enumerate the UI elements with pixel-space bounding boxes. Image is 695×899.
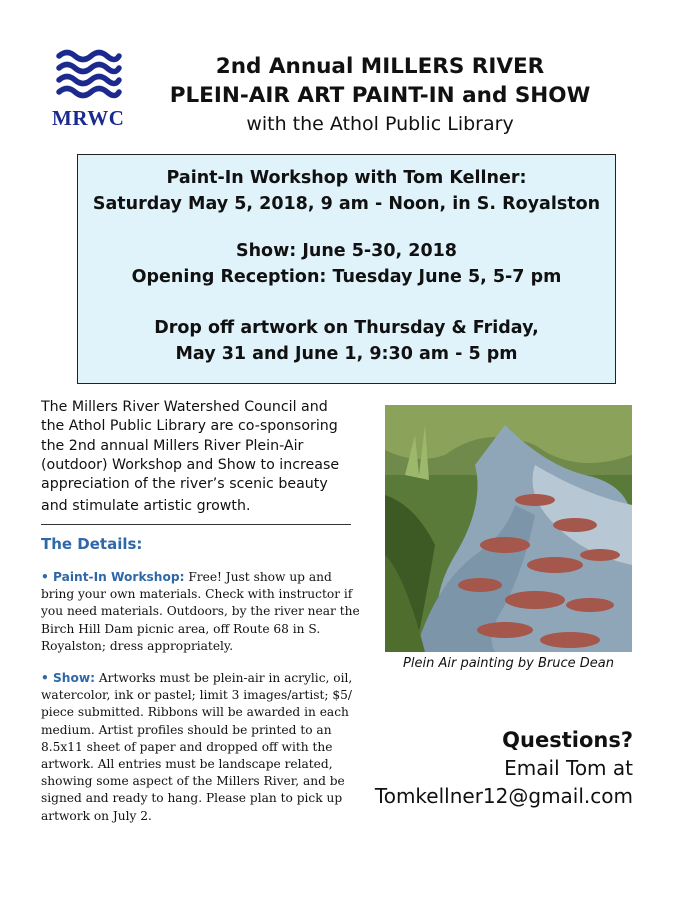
dropoff-line-2: May 31 and June 1, 9:30 am - 5 pm <box>175 344 518 364</box>
plein-air-painting <box>385 405 632 652</box>
show-lead: • Show: <box>41 671 95 685</box>
intro-line: (outdoor) Workshop and Show to increase <box>41 456 340 473</box>
title-line-3: with the Athol Public Library <box>246 113 514 135</box>
show-dates: Show: June 5-30, 2018 <box>236 241 457 261</box>
show-text: Artworks must be plein-air in acrylic, oil, watercolor, ink or pastel; limit 3 images/artist; $5/ piece submitted. Ribbons will be awarded in each medium. Artist profiles should be printed to an 8.5x11 sheet of paper and dropped off with the artwork. All entries must be landscape related, showing some aspect of the Millers River, and be signed and ready to hang. Please plan to pick up artwork on July 2. <box>41 671 353 823</box>
intro-line: appreciation of the river’s scenic beauty <box>41 476 328 493</box>
intro-paragraph <box>41 398 359 517</box>
workshop-title: Paint-In Workshop with Tom Kellner: <box>166 168 527 188</box>
email-prompt: Email Tom at <box>504 756 633 780</box>
painting-caption: Plein Air painting by Bruce Dean <box>403 656 614 671</box>
contact-block <box>375 726 633 810</box>
intro-line: the 2nd annual Millers River Plein-Air <box>41 437 304 454</box>
title-line-1: 2nd Annual MILLERS RIVER <box>215 54 545 79</box>
event-info-box <box>77 154 616 384</box>
questions-heading: Questions? <box>502 728 633 752</box>
contact-email-link[interactable]: Tomkellner12@gmail.com <box>374 784 633 808</box>
intro-line: the Athol Public Library are co-sponsoring <box>41 418 338 435</box>
logo-text: MRWC <box>52 106 125 130</box>
workshop-lead: • Paint-In Workshop: <box>41 570 185 584</box>
workshop-date: Saturday May 5, 2018, 9 am - Noon, in S. Royalston <box>92 194 601 214</box>
dropoff-line-1: Drop off artwork on Thursday & Friday, <box>154 318 539 338</box>
workshop-details <box>41 569 363 655</box>
opening-reception: Opening Reception: Tuesday June 5, 5-7 pm <box>131 267 562 287</box>
show-details <box>41 670 363 825</box>
flyer-title <box>150 52 610 138</box>
divider <box>41 524 351 525</box>
intro-line: and stimulate artistic growth. <box>41 498 251 515</box>
mrwc-logo-waves-icon <box>55 48 135 100</box>
intro-line: The Millers River Watershed Council and <box>41 399 328 415</box>
title-line-2: PLEIN-AIR ART PAINT-IN and SHOW <box>169 83 591 108</box>
workshop-text: Free! Just show up and bring your own materials. Check with instructor if you need materials. Outdoors, by the river near the Birch Hill Dam picnic area, off Route 68 in S. Royalston; dress appropriately. <box>41 570 360 653</box>
details-heading: The Details: <box>41 535 143 553</box>
